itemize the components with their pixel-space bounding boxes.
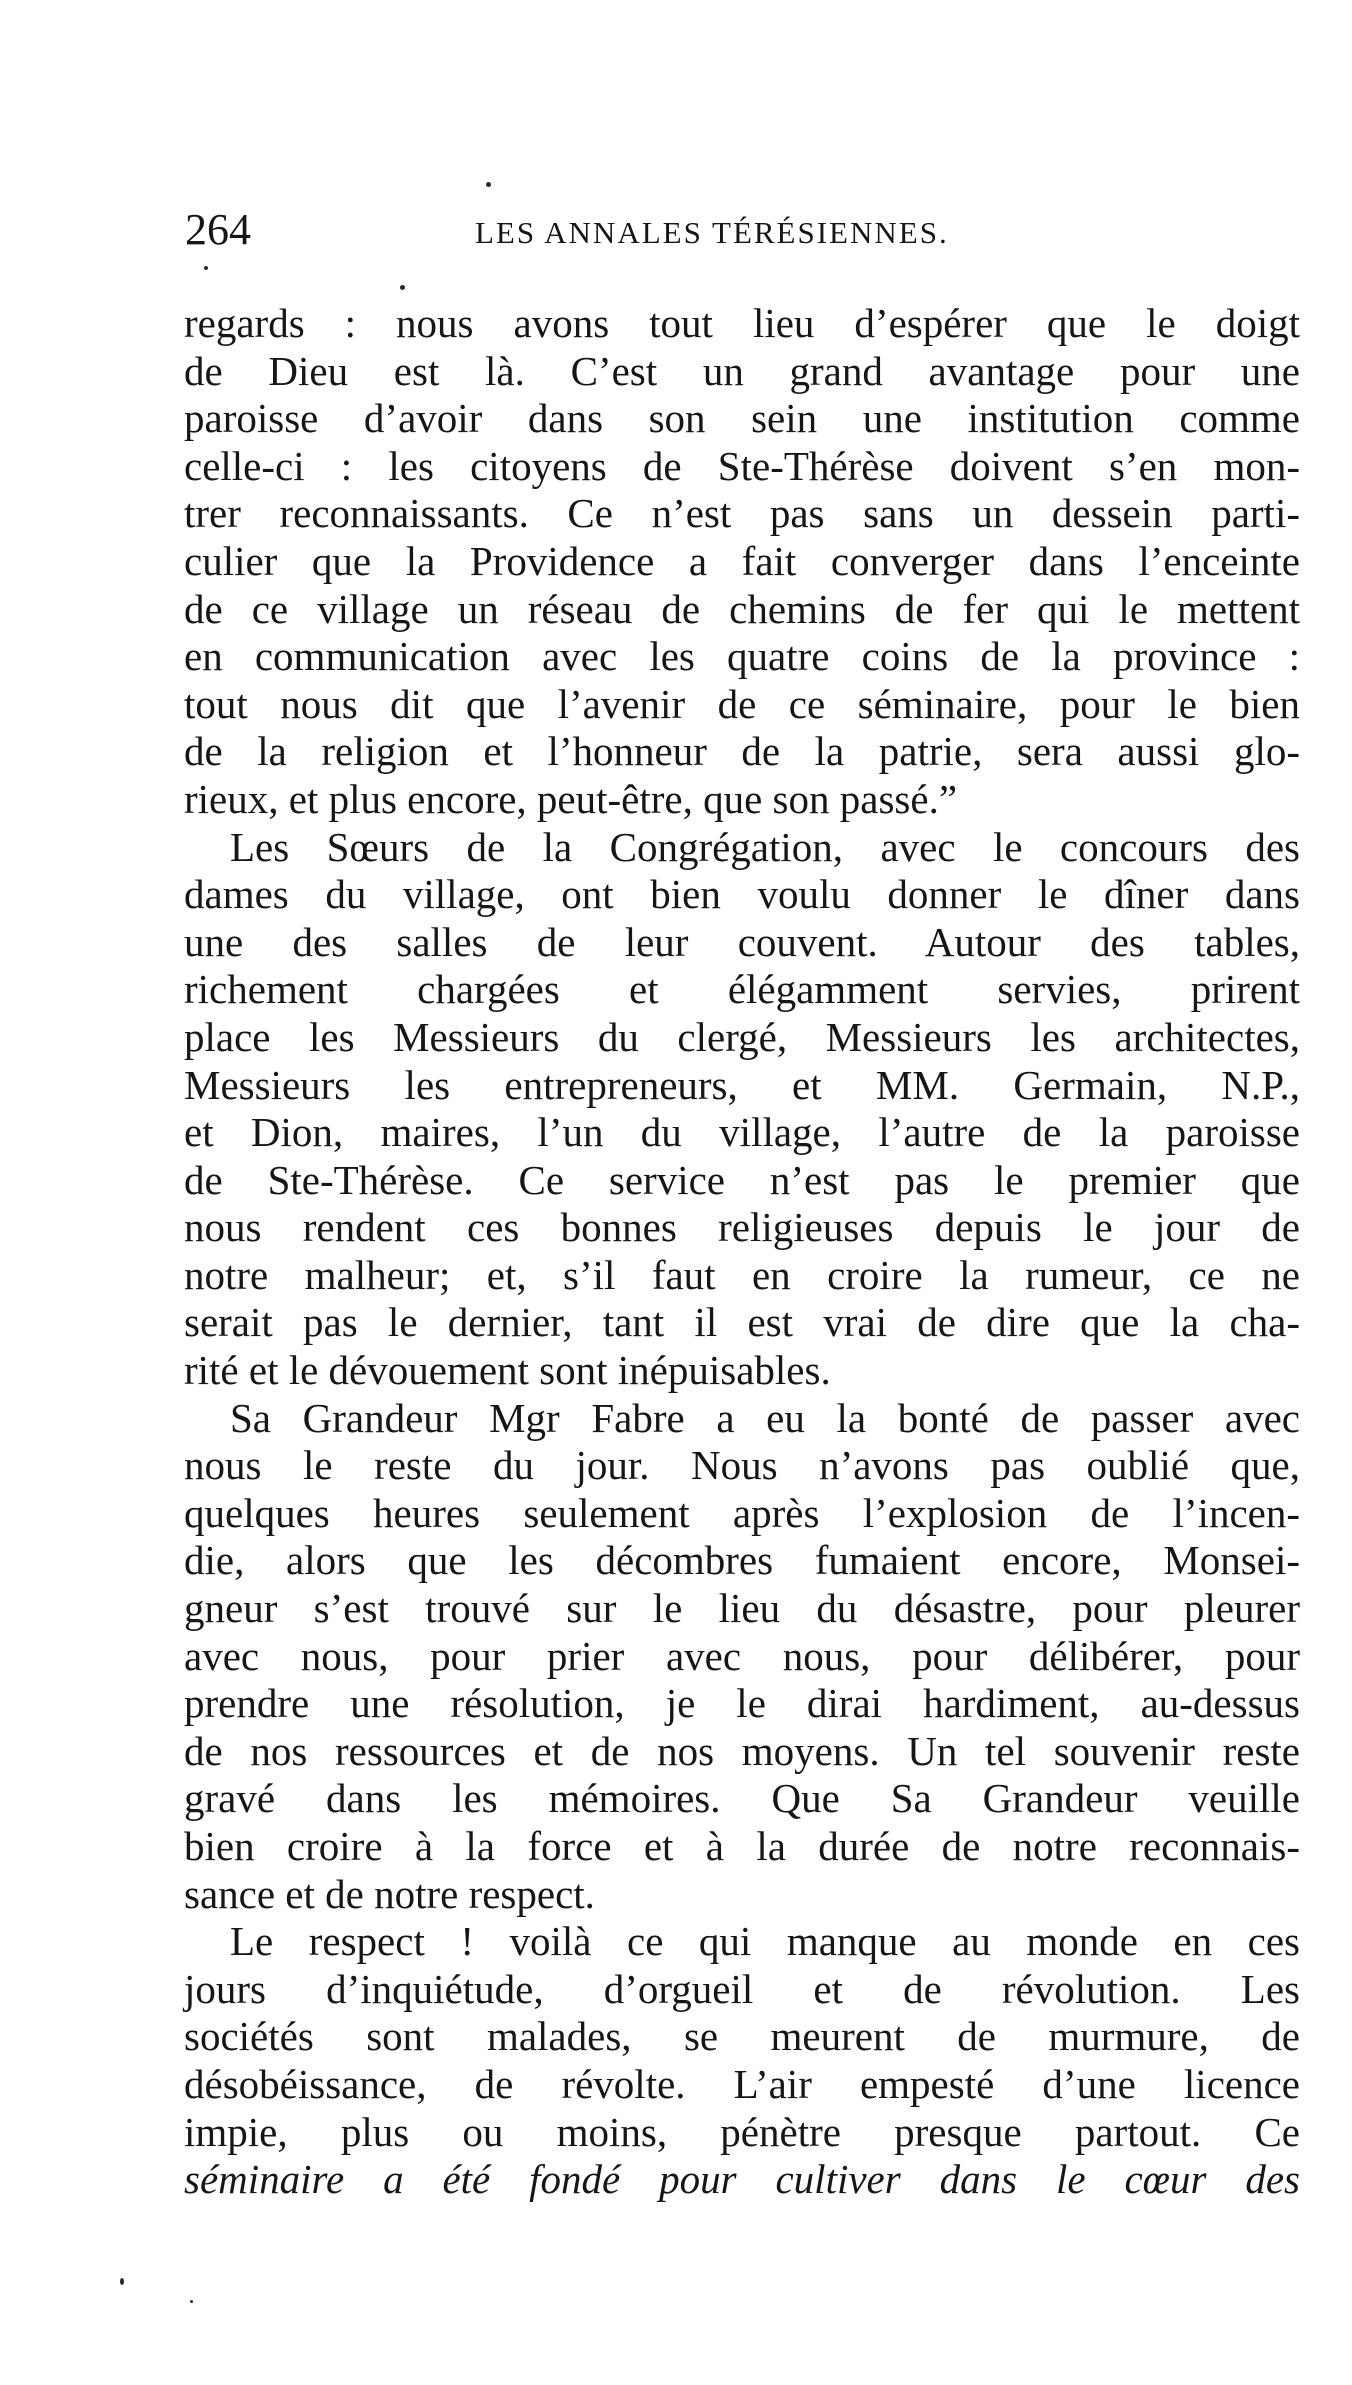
ink-speck — [400, 285, 405, 290]
text-line: en communication avec les quatre coins de la province : — [184, 633, 1300, 680]
page-number: 264 — [185, 205, 251, 254]
text-line: une des salles de leur couvent. Autour des tables, — [184, 918, 1300, 965]
text-line: rité et le dévouement sont inépuisables. — [184, 1347, 831, 1394]
text-line: serait pas le dernier, tant il est vrai de dire que la cha- — [184, 1299, 1300, 1346]
text-line: séminaire a été fondé pour cultiver dans le cœur des — [184, 2156, 1300, 2203]
text-line: celle-ci : les citoyens de Ste-Thérèse doivent s’en mon- — [184, 442, 1300, 489]
page-header — [185, 200, 1300, 260]
text-line: paroisse d’avoir dans son sein une institution comme — [184, 395, 1300, 442]
text-line: gravé dans les mémoires. Que Sa Grandeur veuille — [184, 1775, 1300, 1822]
text-line: die, alors que les décombres fumaient encore, Monsei- — [184, 1537, 1300, 1584]
text-line: désobéissance, de révolte. L’air empesté d’une licence — [184, 2060, 1300, 2107]
text-line: Messieurs les entrepreneurs, et MM. Germain, N.P., — [184, 1061, 1300, 1108]
text-line: nous rendent ces bonnes religieuses depuis le jour de — [184, 1204, 1300, 1251]
text-line: regards : nous avons tout lieu d’espérer que le doigt — [184, 300, 1300, 346]
text-line: trer reconnaissants. Ce n’est pas sans un dessein parti- — [184, 490, 1300, 537]
text-line: jours d’inquiétude, d’orgueil et de révolution. Les — [184, 1965, 1300, 2012]
text-line: de Dieu est là. C’est un grand avantage pour une — [184, 347, 1300, 394]
text-line: de Ste-Thérèse. Ce service n’est pas le premier que — [184, 1156, 1300, 1203]
text-line: avec nous, pour prier avec nous, pour délibérer, pour — [184, 1632, 1300, 1679]
text-line: gneur s’est trouvé sur le lieu du désastre, pour pleurer — [184, 1585, 1300, 1632]
ink-speck — [204, 266, 208, 270]
text-line: quelques heures seulement après l’explosion de l’incen- — [184, 1489, 1300, 1536]
ink-speck — [486, 182, 491, 187]
text-line: et Dion, maires, l’un du village, l’autre de la paroisse — [184, 1109, 1300, 1156]
ink-speck — [120, 2278, 124, 2285]
ink-speck — [190, 2300, 193, 2303]
text-line: bien croire à la force et à la durée de notre reconnais- — [184, 1823, 1300, 1869]
running-title: LES ANNALES TÉRÉSIENNES. — [475, 215, 949, 250]
text-line: de ce village un réseau de chemins de fer qui le mettent — [184, 585, 1300, 632]
text-line: place les Messieurs du clergé, Messieurs les architectes, — [184, 1013, 1300, 1060]
text-line: culier que la Providence a fait converger dans l’enceinte — [184, 537, 1300, 584]
text-line: sociétés sont malades, se meurent de murmure, de — [184, 2013, 1300, 2060]
text-line: Les Sœurs de la Congrégation, avec le concours des — [230, 823, 1300, 870]
text-line: de la religion et l’honneur de la patrie, sera aussi glo- — [184, 728, 1300, 775]
text-line: dames du village, ont bien voulu donner le dîner dans — [184, 871, 1300, 918]
body-text — [184, 300, 1300, 2204]
text-line: Le respect ! voilà ce qui manque au monde en ces — [230, 1918, 1300, 1965]
text-line: sance et de notre respect. — [184, 1870, 595, 1917]
text-line: prendre une résolution, je le dirai hardiment, au-dessus — [184, 1680, 1300, 1727]
text-line: nous le reste du jour. Nous n’avons pas oublié que, — [184, 1442, 1300, 1489]
text-line: richement chargées et élégamment servies, prirent — [184, 966, 1300, 1013]
text-line: Sa Grandeur Mgr Fabre a eu la bonté de passer avec — [230, 1394, 1300, 1441]
text-line: tout nous dit que l’avenir de ce séminaire, pour le bien — [184, 680, 1300, 727]
text-line: de nos ressources et de nos moyens. Un tel souvenir reste — [184, 1727, 1300, 1774]
text-line: notre malheur; et, s’il faut en croire la rumeur, ce ne — [184, 1251, 1300, 1298]
text-line: rieux, et plus encore, peut-être, que son passé.” — [184, 775, 958, 822]
text-line: impie, plus ou moins, pénètre presque partout. Ce — [184, 2108, 1300, 2155]
